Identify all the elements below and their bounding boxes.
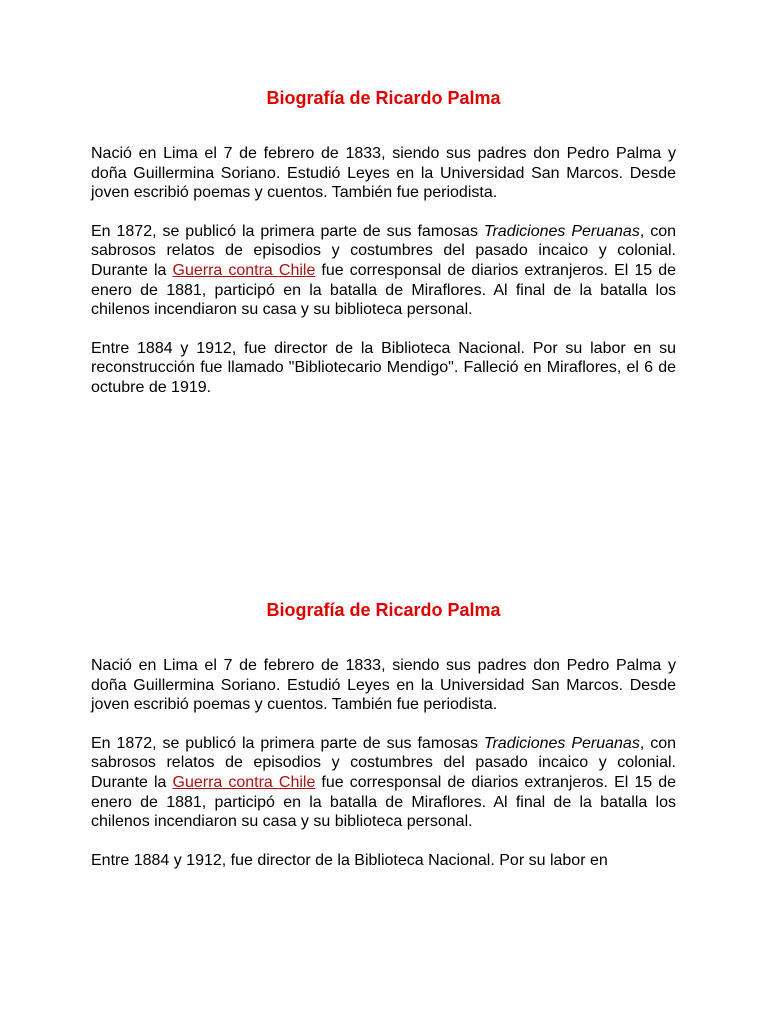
guerra-contra-chile-link[interactable]: Guerra contra Chile (172, 261, 316, 279)
paragraph-text: , con sabrosos relatos de episodios y costumbres del pasado incaico y colonial. Durante la (91, 222, 677, 279)
paragraph-tradiciones (91, 734, 676, 832)
guerra-contra-chile-link[interactable]: Guerra contra Chile (172, 773, 316, 791)
paragraph-biblioteca: Entre 1884 y 1912, fue director de la Biblioteca Nacional. Por su labor en su reconstrucción fue llamado "Bibliotecario Mendigo". Falleció en Miraflores, el 6 de octubre de 1919. (91, 339, 676, 396)
paragraph-text: En 1872, se publicó la primera parte de sus famosas (91, 734, 484, 752)
paragraph-text: fue corresponsal de diarios extranjeros. El 15 de enero de 1881, participó en la batalla de Miraflores. Al final de la batalla los chilenos incendiaron su casa y su biblioteca personal. (91, 773, 676, 831)
page-title: Biografía de Ricardo Palma (266, 88, 501, 108)
biography-section-2 (91, 599, 676, 870)
paragraph-birth: Nació en Lima el 7 de febrero de 1833, siendo sus padres don Pedro Palma y doña Guillermina Soriano. Estudió Leyes en la Universidad San Marcos. Desde joven escribió poemas y cuentos. También fue periodista. (91, 657, 676, 714)
paragraph-text: En 1872, se publicó la primera parte de sus famosas (91, 222, 484, 240)
paragraph-text: fue corresponsal de diarios extranjeros. El 15 de enero de 1881, participó en la batalla de Miraflores. Al final de la batalla los chilenos incendiaron su casa y su biblioteca personal. (91, 261, 676, 319)
book-title-italic: Tradiciones Peruanas (483, 222, 640, 240)
paragraph-tradiciones (91, 222, 676, 320)
page-title: Biografía de Ricardo Palma (266, 600, 501, 620)
book-title-italic: Tradiciones Peruanas (483, 734, 640, 752)
paragraph-text: , con sabrosos relatos de episodios y costumbres del pasado incaico y colonial. Durante la (91, 734, 677, 791)
paragraph-biblioteca: Entre 1884 y 1912, fue director de la Biblioteca Nacional. Por su labor en (91, 851, 608, 869)
biography-section-1 (91, 87, 676, 398)
paragraph-birth: Nació en Lima el 7 de febrero de 1833, siendo sus padres don Pedro Palma y doña Guillermina Soriano. Estudió Leyes en la Universidad San Marcos. Desde joven escribió poemas y cuentos. También fue periodista. (91, 145, 676, 202)
